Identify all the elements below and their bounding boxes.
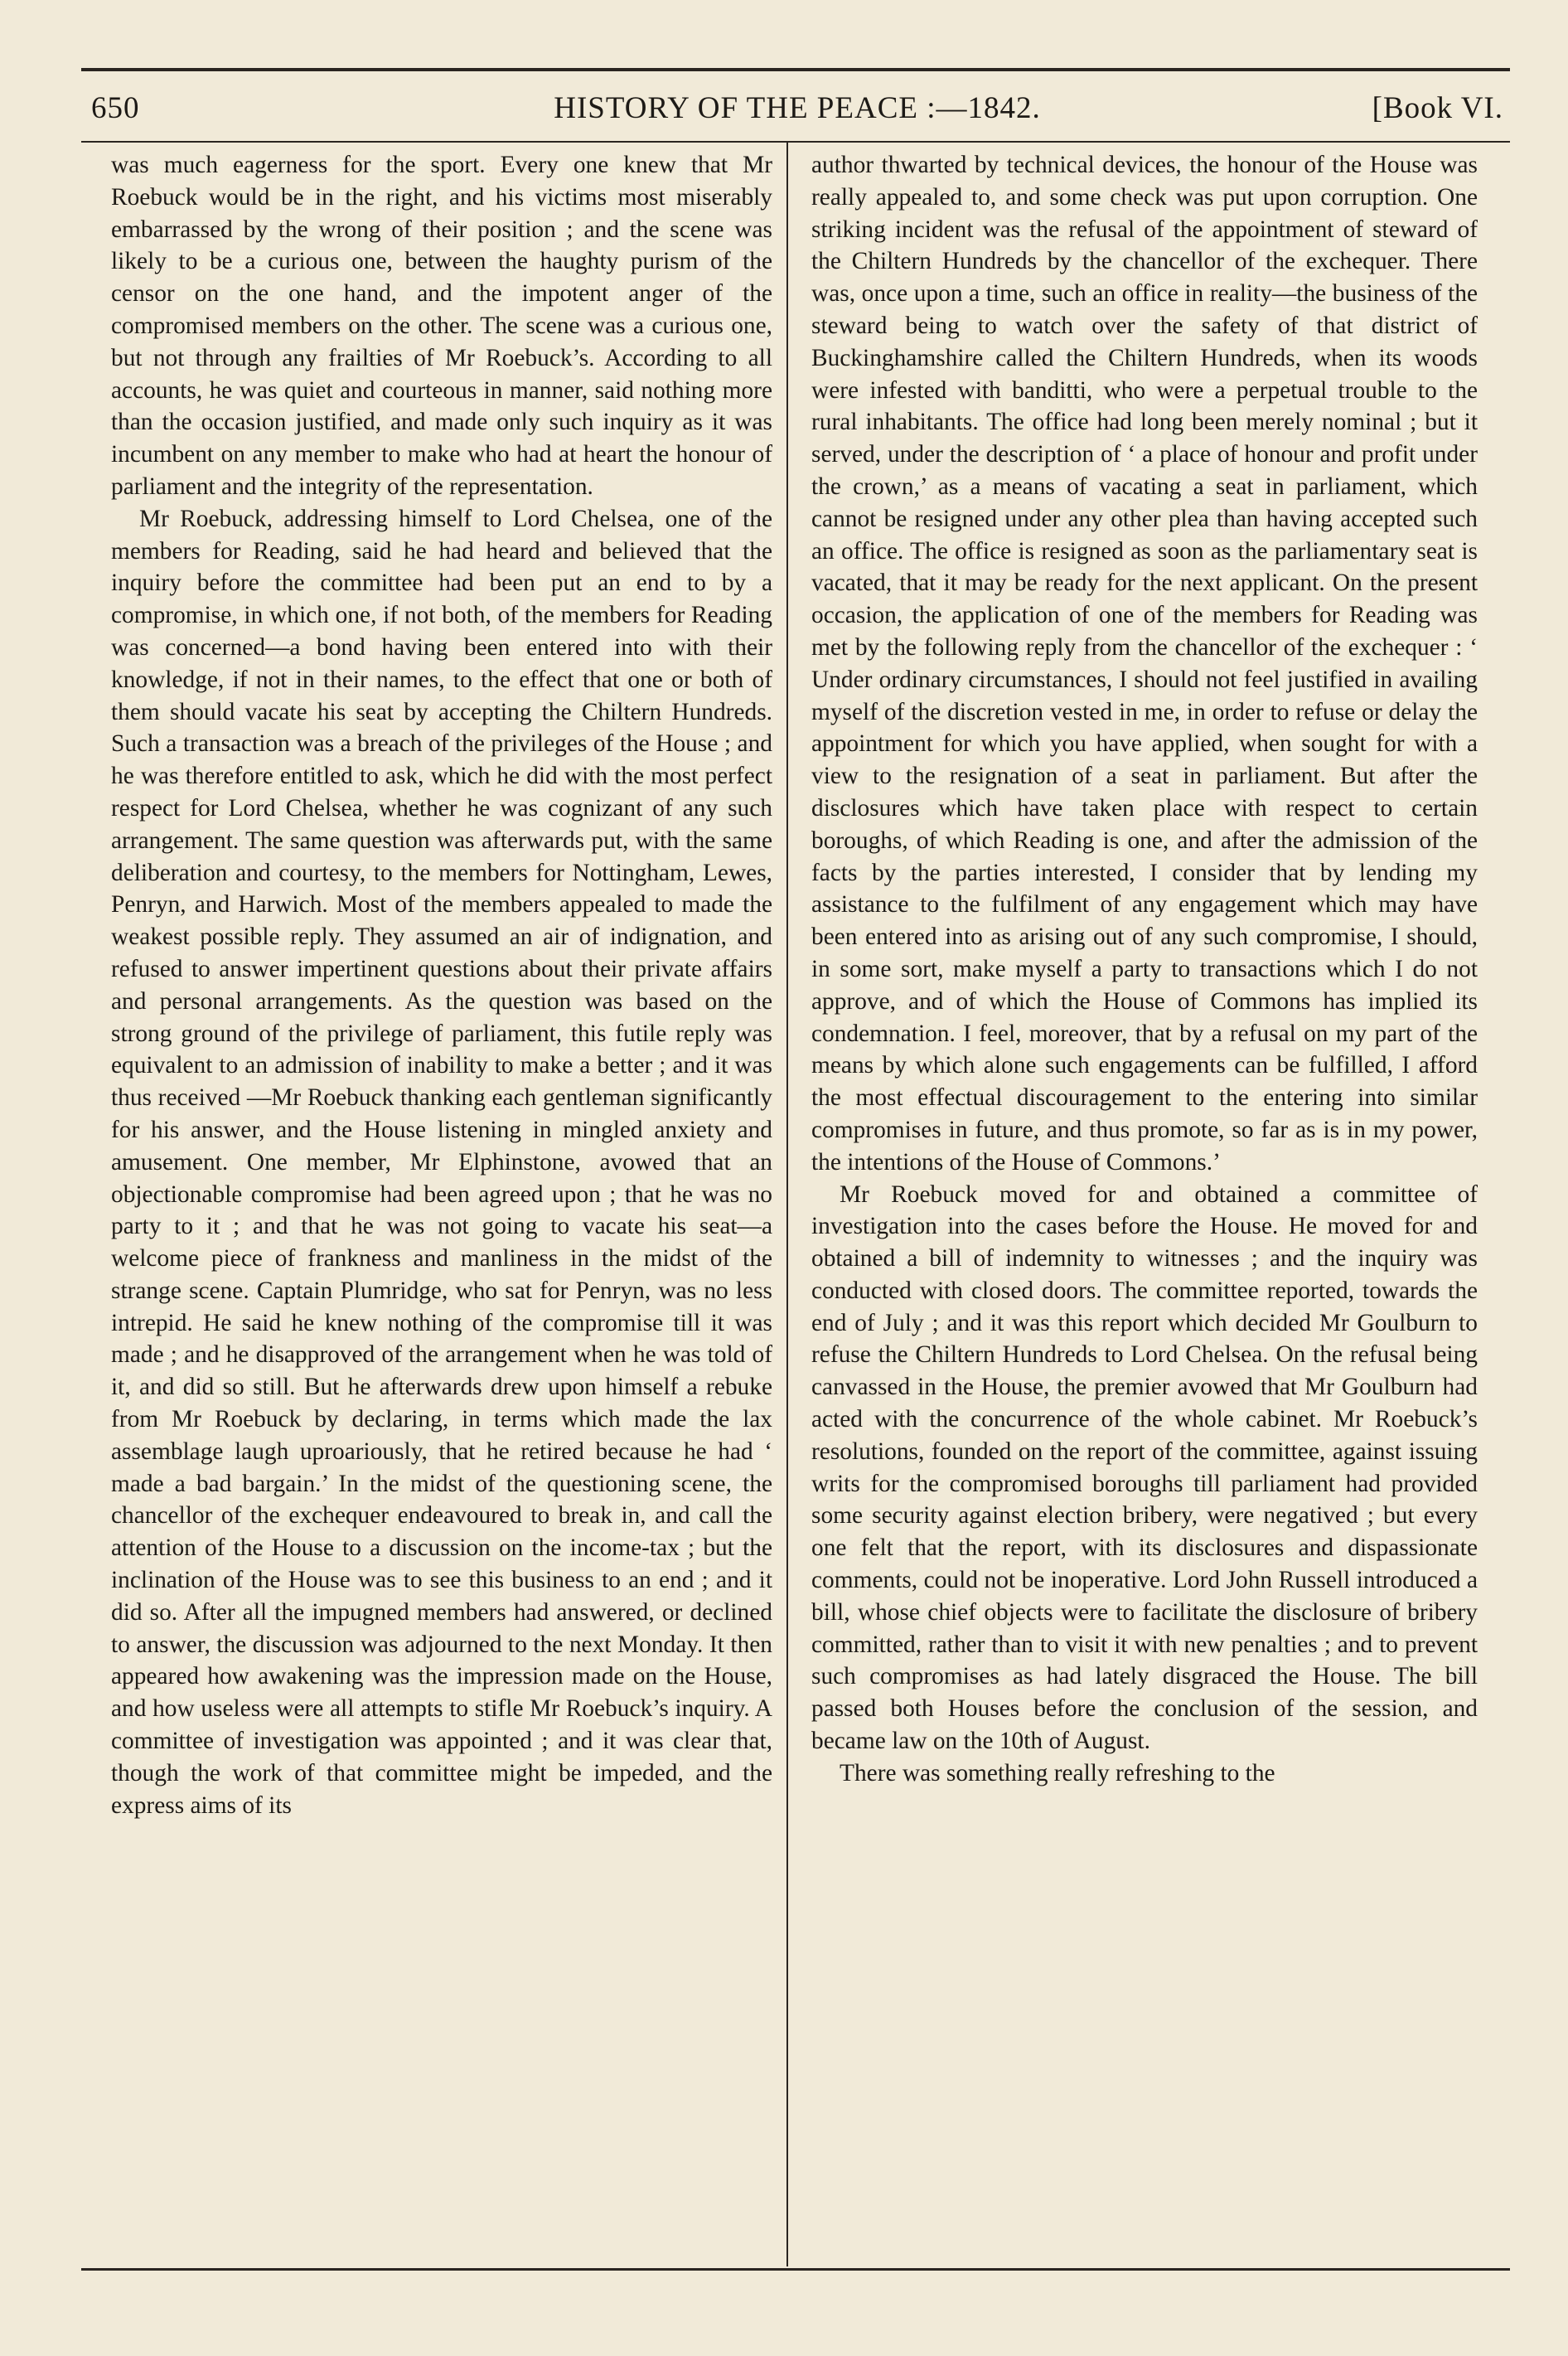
page-number: 650: [91, 91, 140, 125]
right-column: [811, 149, 1478, 2261]
running-header: [91, 86, 1503, 131]
paragraph: author thwarted by technical devices, the honour of the House was really appealed to, and some check was put upon corruption. One striking incident was the refusal of the appointment of steward of the Chiltern Hundreds by the chancellor of the exchequer. There was, once upon a time, such an office in reality—the business of the steward being to watch over the safety of that district of Buckinghamshire called the Chiltern Hundreds, when its woods were infested with banditti, who were a perpetual trouble to the rural inhabitants. The office had long been merely nominal ; but it served, under the description of ‘ a place of honour and profit under the crown,’ as a means of vacating a seat in parliament, which cannot be resigned under any other plea than having accepted such an office. The office is resigned as soon as the parliamentary seat is vacated, that it may be ready for the next applicant. On the present occasion, the application of one of the members for Reading was met by the following reply from the chancellor of the exchequer : ‘ Under ordinary circumstances, I should not feel justified in availing myself of the discretion vested in me, in order to refuse or delay the appointment for which you have applied, when sought for with a view to the resignation of a seat in parliament. But after the disclosures which have taken place with respect to certain boroughs, of which Reading is one, and after the admission of the facts by the parties interested, I consider that by lending my assistance to the fulfilment of any engagement which may have been entered into as arising out of any such compromise, I should, in some sort, make myself a party to transactions which I do not approve, and of which the House of Commons has implied its condemnation. I feel, moreover, that by a refusal on my part of the means by which alone such engagements can be fulfilled, I afford the most effectual discouragement to the entering into similar compromises in future, and thus promote, so far as is in my power, the intentions of the House of Commons.’: [811, 152, 1478, 1176]
left-column: [111, 149, 772, 2261]
paragraph: Mr Roebuck, addressing himself to Lord Chelsea, one of the members for Reading, said he had heard and believed that the inquiry before the committee had been put an end to by a compromise, in which one, if not both, of the members for Reading was concerned—a bond having been entered into with their knowledge, if not in their names, to the effect that one or both of them should vacate his seat by accepting the Chiltern Hundreds. Such a transaction was a breach of the privileges of the House ; and he was therefore entitled to ask, which he did with the most perfect respect for Lord Chelsea, whether he was cognizant of any such arrangement. The same question was afterwards put, with the same deliberation and courtesy, to the members for Nottingham, Lewes, Penryn, and Harwich. Most of the members appealed to made the weakest possible reply. They assumed an air of indignation, and refused to answer impertinent questions about their private affairs and personal arrangements. As the question was based on the strong ground of the privilege of parliament, this futile reply was equivalent to an admission of inability to make a better ; and it was thus received —Mr Roebuck thanking each gentleman significantly for his answer, and the House listening in mingled anxiety and amusement. One member, Mr Elphinstone, avowed that an objectionable compromise had been agreed upon ; that he was no party to it ; and that he was not going to vacate his seat—a welcome piece of frankness and manliness in the midst of the strange scene. Captain Plumridge, who sat for Penryn, was no less intrepid. He said he knew nothing of the compromise till it was made ; and he disapproved of the arrangement when he was told of it, and did so still. But he afterwards drew upon himself a rebuke from Mr Roebuck by declaring, in terms which made the lax assemblage laugh uproariously, that he retired because he had ‘ made a bad bargain.’ In the midst of the questioning scene, the chancellor of the exchequer endeavoured to break in, and call the attention of the House to a discussion on the income-tax ; but the inclination of the House was to see this business to an end ; and it did so. After all the impugned members had answered, or declined to answer, the discussion was adjourned to the next Monday. It then appeared how awakening was the impression made on the House, and how useless were all attempts to stifle Mr Roebuck’s inquiry. A committee of investigation was appointed ; and it was clear that, though the work of that committee might be impeded, and the express aims of its: [111, 505, 772, 1819]
bottom-rule: [81, 2268, 1510, 2271]
paragraph: There was something really refreshing to the: [840, 1759, 1275, 1786]
running-title: HISTORY OF THE PEACE :—1842.: [554, 91, 1041, 125]
top-rule: [81, 68, 1510, 71]
column-divider: [786, 143, 788, 2266]
book-label: [Book VI.: [1372, 91, 1503, 125]
paragraph: Mr Roebuck moved for and obtained a committee of investigation into the cases before the House. He moved for and obtained a bill of indemnity to witnesses ; and the inquiry was conducted with closed doors. The committee reported, towards the end of July ; and it was this report which decided Mr Goulburn to refuse the Chiltern Hundreds to Lord Chelsea. On the refusal being canvassed in the House, the premier avowed that Mr Goulburn had acted with the concurrence of the whole cabinet. Mr Roebuck’s resolutions, founded on the report of the committee, against issuing writs for the compromised boroughs till parliament had provided some security against election bribery, were negatived ; but every one felt that the report, with its disclosures and dispassionate comments, could not be inoperative. Lord John Russell introduced a bill, whose chief objects were to facilitate the disclosure of bribery committed, rather than to visit it with new penalties ; and to prevent such compromises as had lately disgraced the House. The bill passed both Houses before the conclusion of the session, and became law on the 10th of August.: [811, 1180, 1478, 1755]
header-rule: [81, 141, 1510, 143]
paragraph: was much eagerness for the sport. Every one knew that Mr Roebuck would be in the right, and his victims most miserably embarrassed by the wrong of their position ; and the scene was likely to be a curious one, between the haughty purism of the censor on the one hand, and the impotent anger of the compromised members on the other. The scene was a curious one, but not through any frailties of Mr Roebuck’s. According to all accounts, he was quiet and courteous in manner, said nothing more than the occasion justified, and made only such inquiry as it was incumbent on any member to make who had at heart the honour of parliament and the integrity of the representation.: [111, 152, 772, 500]
